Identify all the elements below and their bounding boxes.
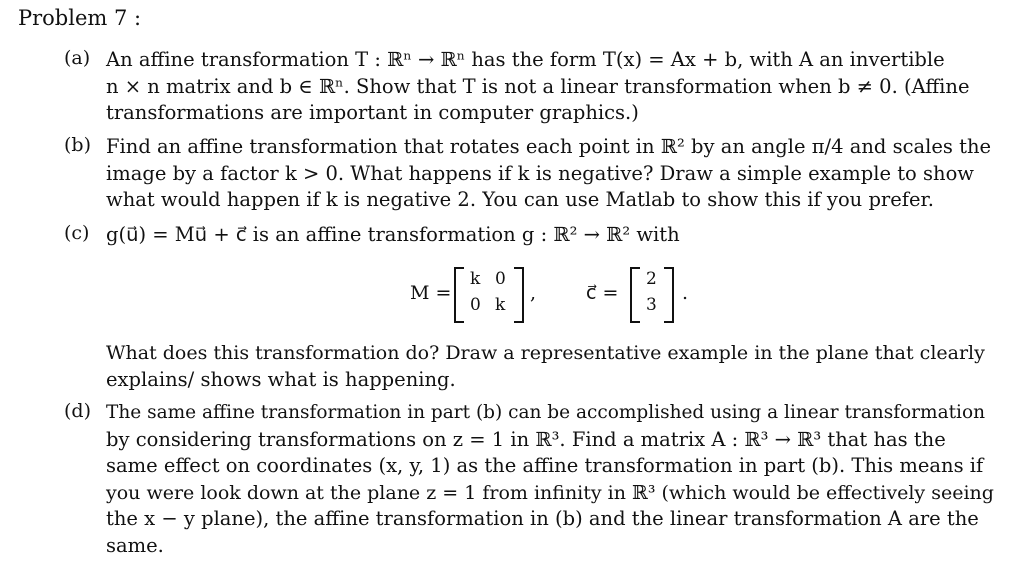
part-c-label: (c)	[64, 222, 90, 244]
matrix-m-right-bracket	[514, 267, 524, 323]
part-d-line-6: same.	[106, 533, 164, 557]
part-b-line-1: Find an affine transformation that rotates each point in ℝ² by an angle π/4 and scales the	[106, 135, 992, 158]
vector-c-right-bracket	[664, 267, 674, 323]
part-d-line-4: you were look down at the plane z = 1 from infinity in ℝ³ (which would be effectively seeing	[106, 481, 994, 504]
part-b-line-2: image by a factor k > 0. What happens if k is negative? Draw a simple example to show	[106, 161, 974, 185]
part-b-text	[106, 134, 994, 214]
part-a-line-2: n × n matrix and b ∈ ℝⁿ. Show that T is not a linear transformation when b ≠ 0. (Affine	[106, 74, 970, 98]
part-a-line-3: transformations are important in computer graphics.)	[106, 101, 639, 125]
part-d-line-3: same effect on coordinates (x, y, 1) as the affine transformation in part (b). This means if	[106, 454, 984, 478]
part-c-text	[106, 222, 994, 249]
part-c-intro: g(u⃗) = Mu⃗ + c⃗ is an affine transformation g : ℝ² → ℝ² with	[106, 223, 680, 246]
matrix-separator: ,	[530, 282, 537, 304]
problem-title: Problem 7 :	[18, 6, 142, 30]
part-d-text	[106, 400, 994, 560]
part-c-after-line-2: explains/ shows what is happening.	[106, 367, 456, 391]
matrix-m-entry: 0	[495, 269, 506, 289]
part-b-line-3: what would happen if k is negative 2. You can use Matlab to show this if you prefer.	[106, 188, 934, 212]
part-a-text	[106, 47, 994, 127]
part-c-after-text	[106, 340, 994, 393]
part-d-line-2: by considering transformations on z = 1 in ℝ³. Find a matrix A : ℝ³ → ℝ³ that has the	[106, 427, 946, 451]
matrix-m-left-bracket	[454, 267, 464, 323]
matrix-m-label: M =	[410, 282, 452, 304]
part-a-label: (a)	[64, 47, 91, 69]
matrix-display	[410, 265, 730, 325]
vector-c-label: c⃗ =	[586, 282, 619, 304]
vector-c-entry: 2	[646, 269, 657, 289]
part-d-label: (d)	[64, 400, 91, 422]
matrix-end-period: .	[682, 282, 689, 304]
vector-c-entry: 3	[646, 295, 657, 315]
matrix-m-entry: k	[470, 269, 481, 289]
part-b-label: (b)	[64, 134, 91, 156]
vector-c-left-bracket	[630, 267, 640, 323]
part-d-line-1: The same affine transformation in part (b) can be accomplished using a linear transformation	[106, 402, 986, 423]
matrix-m-entry: k	[495, 295, 506, 315]
matrix-m-entry: 0	[470, 295, 481, 315]
part-c-after-line-1: What does this transformation do? Draw a representative example in the plane that clearly	[106, 342, 985, 364]
part-d-line-5: the x − y plane), the affine transformation in (b) and the linear transformation A are the	[106, 507, 979, 531]
part-a-line-1: An affine transformation T : ℝⁿ → ℝⁿ has the form T(x) = Ax + b, with A an invertible	[106, 48, 945, 71]
